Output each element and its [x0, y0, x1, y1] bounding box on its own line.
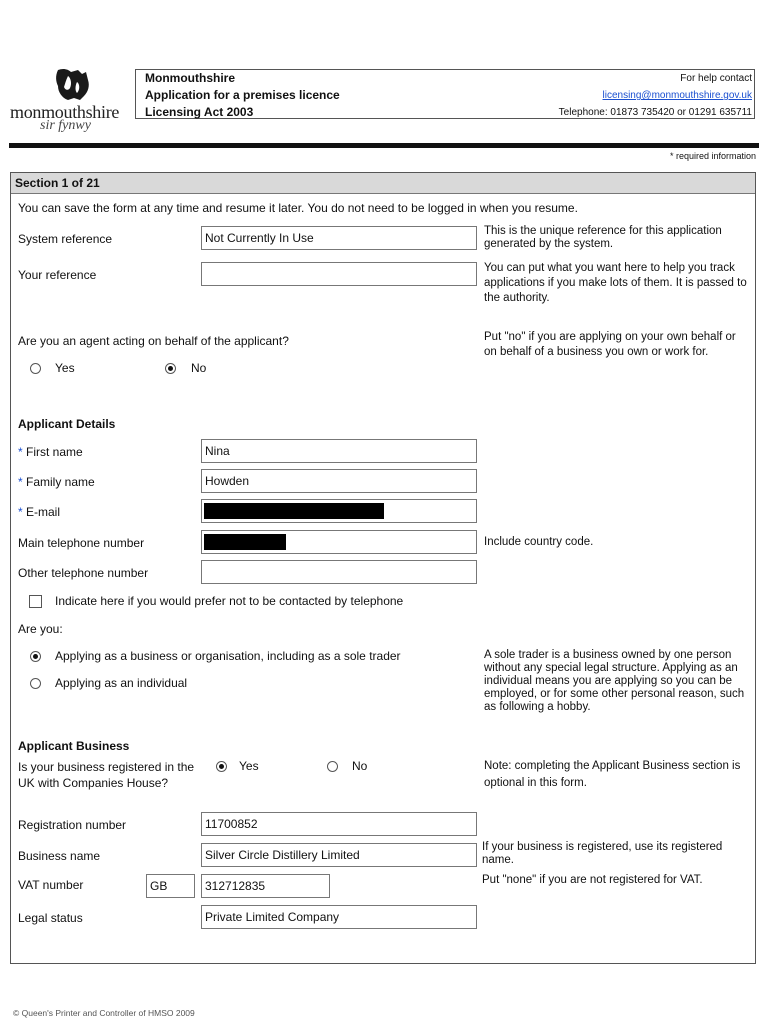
first-name-label: * First name [18, 445, 83, 459]
business-name-help: If your business is registered, use its registered name. [482, 841, 723, 866]
main-phone-label: Main telephone number [18, 536, 145, 550]
no-phone-contact-checkbox[interactable] [29, 595, 42, 608]
help-email-link[interactable]: licensing@monmouthshire.gov.uk [602, 90, 752, 101]
your-reference-help: You can put what you want here to help you track applications if you make lots of them. It is passed to the authority. [484, 262, 747, 304]
agent-no-radio[interactable] [165, 363, 176, 374]
registered-help: Note: completing the Applicant Business section is optional in this form. [484, 760, 741, 789]
logo-name: monmouthshire [10, 102, 120, 122]
registration-number-label: Registration number [18, 818, 127, 832]
redaction-bar [204, 503, 384, 519]
registered-no-label: No [352, 759, 368, 773]
type-business-label: Applying as a business or organisation, including as a sole trader [55, 649, 401, 663]
help-phone: Telephone: 01873 735420 or 01291 635711 [558, 107, 752, 118]
registered-question: Is your business registered in the UK with Companies House? [18, 760, 195, 790]
applicant-type-help: A sole trader is a business owned by one person without any special legal structure. Applying as an individual means you are applying so you can be employed, or for some other personal reason, such as following a hobby. [484, 649, 745, 713]
required-star: * [18, 445, 23, 459]
section-title: Section 1 of 21 [15, 176, 100, 190]
vat-number-field[interactable]: 312712835 [201, 874, 330, 898]
no-phone-contact-label: Indicate here if you would prefer not to be contacted by telephone [55, 594, 404, 608]
required-star: * [18, 505, 23, 519]
family-name-field[interactable]: Howden [201, 469, 477, 493]
agent-yes-radio[interactable] [30, 363, 41, 374]
first-name-field[interactable]: Nina [201, 439, 477, 463]
help-label: For help contact [680, 73, 752, 84]
section-bar [11, 173, 755, 194]
business-name-field[interactable]: Silver Circle Distillery Limited [201, 843, 477, 867]
logo-subtitle: sir fynwy [40, 118, 91, 133]
system-reference-label: System reference [18, 232, 113, 246]
business-name-label: Business name [18, 849, 101, 863]
registration-number-field[interactable]: 11700852 [201, 812, 477, 836]
vat-help: Put "none" if you are not registered for VAT. [482, 874, 703, 886]
help-contact [559, 70, 752, 121]
act-name: Licensing Act 2003 [145, 105, 254, 119]
required-star: * [18, 475, 23, 489]
agent-question: Are you an agent acting on behalf of the applicant? [18, 334, 289, 348]
required-note: * required information [669, 151, 756, 161]
your-reference-field[interactable] [201, 262, 477, 286]
family-name-label: * Family name [18, 475, 95, 489]
registered-no-radio[interactable] [327, 761, 338, 772]
main-phone-help: Include country code. [484, 536, 594, 548]
legal-status-label: Legal status [18, 911, 83, 925]
footer-copyright: © Queen's Printer and Controller of HMSO 2009 [13, 1008, 195, 1018]
type-individual-label: Applying as an individual [55, 676, 188, 690]
type-business-radio[interactable] [30, 651, 41, 662]
registered-yes-radio[interactable] [216, 761, 227, 772]
type-individual-radio[interactable] [30, 678, 41, 689]
agent-help: Put "no" if you are applying on your own behalf or on behalf of a business you own or work for. [484, 331, 736, 358]
vat-label: VAT number [18, 878, 84, 892]
council-name: Monmouthshire [145, 71, 235, 85]
email-field[interactable] [201, 499, 477, 523]
vat-prefix-field[interactable]: GB [146, 874, 195, 898]
agent-yes-label: Yes [55, 361, 75, 375]
applicant-heading: Applicant Details [18, 417, 116, 431]
other-phone-label: Other telephone number [18, 566, 149, 580]
agent-no-label: No [191, 361, 207, 375]
your-reference-label: Your reference [18, 268, 97, 282]
header-divider [9, 143, 759, 148]
email-label: * E-mail [18, 505, 61, 519]
are-you-label: Are you: [18, 622, 63, 636]
form-title: Application for a premises licence [145, 88, 340, 102]
other-phone-field[interactable] [201, 560, 477, 584]
registered-yes-label: Yes [239, 759, 259, 773]
redaction-bar [204, 534, 286, 550]
header-titles [145, 70, 340, 121]
main-phone-field[interactable] [201, 530, 477, 554]
section-intro: You can save the form at any time and resume it later. You do not need to be logged in when you resume. [18, 201, 578, 215]
system-reference-field[interactable]: Not Currently In Use [201, 226, 477, 250]
business-heading: Applicant Business [18, 739, 130, 753]
legal-status-field[interactable]: Private Limited Company [201, 905, 477, 929]
system-reference-help: This is the unique reference for this application generated by the system. [484, 225, 722, 250]
